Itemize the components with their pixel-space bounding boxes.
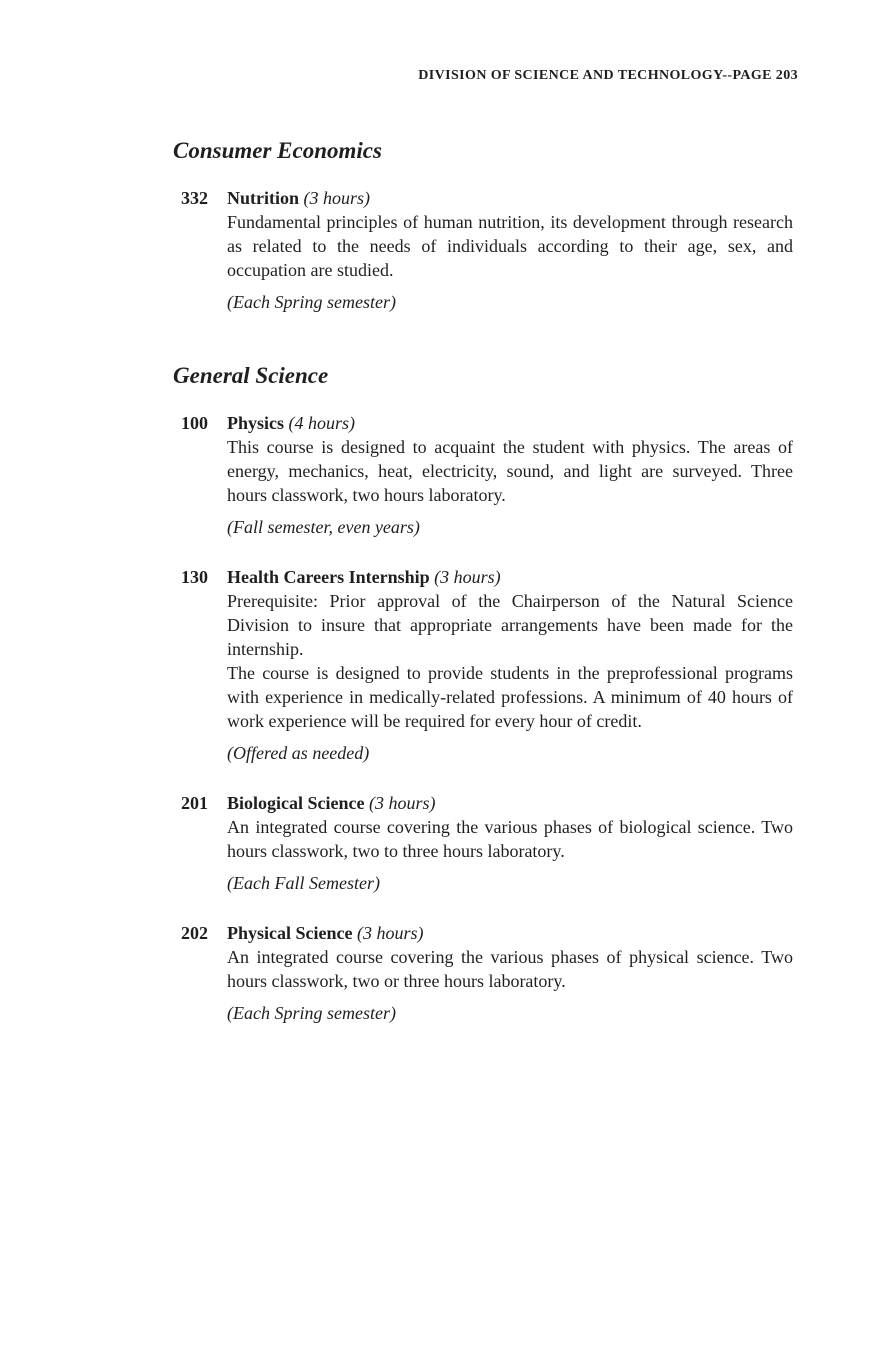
course-heading <box>181 921 793 945</box>
course-code: 202 <box>181 923 208 943</box>
course-130 <box>181 565 793 765</box>
course-heading <box>181 186 793 210</box>
course-hours: (3 hours) <box>303 188 370 208</box>
course-description <box>227 589 793 733</box>
course-hours: (3 hours) <box>368 793 436 813</box>
course-description <box>227 945 793 993</box>
section-title: General Science <box>173 363 329 388</box>
course-332 <box>181 186 793 314</box>
course-description <box>227 210 793 282</box>
course-heading <box>181 411 793 435</box>
course-offered: (Each Fall Semester) <box>227 873 380 893</box>
course-code: 332 <box>181 188 208 208</box>
course-code: 130 <box>181 567 208 587</box>
course-description <box>227 815 793 863</box>
course-201 <box>181 791 793 895</box>
course-heading <box>181 791 793 815</box>
course-name: Nutrition <box>227 188 299 208</box>
course-202 <box>181 921 793 1025</box>
description-paragraph: This course is designed to acquaint the student with physics. The areas of energy, mechanics, heat, electricity, sound, and light are surveyed. Three hours classwork, two hours laboratory. <box>227 437 793 505</box>
course-offered: (Fall semester, even years) <box>227 517 420 537</box>
course-name: Physical Science <box>227 923 353 943</box>
course-name: Physics <box>227 413 285 433</box>
course-code: 201 <box>181 793 208 813</box>
course-hours: (3 hours) <box>356 923 424 943</box>
section-general-science <box>173 363 793 1051</box>
course-description <box>227 435 793 507</box>
course-offered: (Each Spring semester) <box>227 1003 396 1023</box>
course-name: Health Careers Internship <box>227 567 430 587</box>
section-title: Consumer Economics <box>173 138 382 163</box>
course-100 <box>181 411 793 539</box>
description-paragraph: The course is designed to provide students in the preprofessional programs with experience in medically-related professions. A minimum of 40 hours of work experience will be required for every hour of credit. <box>227 663 793 731</box>
page-header: DIVISION OF SCIENCE AND TECHNOLOGY--PAGE 203 <box>418 68 798 83</box>
course-hours: (3 hours) <box>434 567 501 587</box>
course-heading <box>181 565 793 589</box>
description-paragraph: Prerequisite: Prior approval of the Chairperson of the Natural Science Division to insure that appropriate arrangements have been made for the internship. <box>227 591 793 659</box>
description-paragraph: Fundamental principles of human nutrition, its development through research as related to the needs of individuals according to their age, sex, and occupation are studied. <box>227 212 793 280</box>
course-hours: (4 hours) <box>288 413 356 433</box>
course-offered: (Each Spring semester) <box>227 292 396 312</box>
section-consumer-economics <box>173 138 793 340</box>
description-paragraph: An integrated course covering the various phases of physical science. Two hours classwork, two or three hours laboratory. <box>227 947 793 991</box>
course-name: Biological Science <box>227 793 365 813</box>
course-code: 100 <box>181 413 208 433</box>
description-paragraph: An integrated course covering the various phases of biological science. Two hours classwork, two to three hours laboratory. <box>227 817 793 861</box>
course-offered: (Offered as needed) <box>227 743 370 763</box>
